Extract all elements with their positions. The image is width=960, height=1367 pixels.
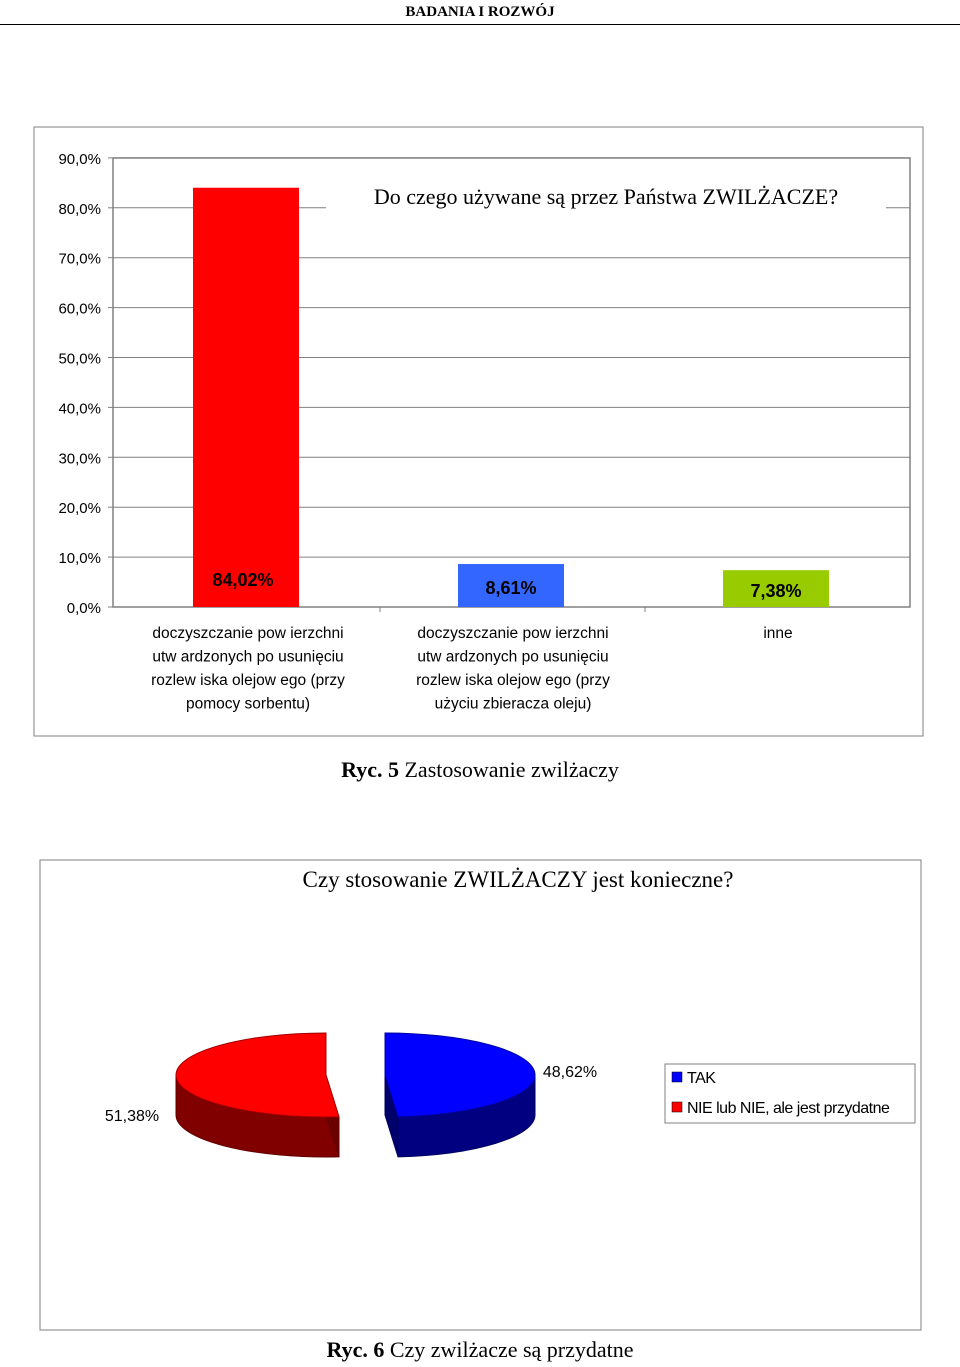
bar-value-label: 7,38% <box>750 581 802 601</box>
y-tick-label: 90,0% <box>58 150 101 168</box>
category-label: utw ardzonych po usunięciu <box>152 648 344 666</box>
bar <box>193 188 299 607</box>
pie-chart-title: Czy stosowanie ZWILŻACZY jest konieczne? <box>302 867 734 892</box>
pie-legend <box>665 1064 915 1123</box>
pie-value-label: 48,62% <box>542 1064 598 1081</box>
figure-6-number: Ryc. 6 <box>326 1337 385 1362</box>
y-tick-label: 50,0% <box>58 350 101 368</box>
legend-swatch <box>672 1072 682 1082</box>
y-tick-label: 70,0% <box>58 250 101 268</box>
y-tick-label: 80,0% <box>58 200 101 218</box>
figure-5-caption <box>0 757 960 783</box>
bar-chart-title: Do czego używane są przez Państwa ZWILŻACZE? <box>373 184 839 209</box>
figure-5-text: Zastosowanie zwilżaczy <box>398 757 619 782</box>
y-tick-label: 0,0% <box>66 600 101 617</box>
category-label: doczyszczanie pow ierzchni <box>417 625 609 642</box>
bar-chart <box>58 151 910 713</box>
category-label: rozlew iska olejow ego (przy <box>151 672 345 689</box>
y-tick-label: 20,0% <box>58 500 101 518</box>
figure-5-number: Ryc. 5 <box>341 757 399 782</box>
bar-value-label: 84,02% <box>212 570 274 590</box>
category-label: inne <box>763 625 793 642</box>
category-label: rozlew iska olejow ego (przy <box>416 672 610 689</box>
bar-value-label: 8,61% <box>485 578 537 598</box>
y-tick-label: 40,0% <box>58 400 101 418</box>
y-tick-label: 60,0% <box>58 300 101 318</box>
category-label: doczyszczanie pow ierzchni <box>152 625 344 642</box>
legend-label: NIE lub NIE, ale jest przydatne <box>687 1100 890 1117</box>
y-tick-label: 10,0% <box>58 550 101 568</box>
category-label: utw ardzonych po usunięciu <box>417 648 609 666</box>
page-header: BADANIA I ROZWÓJ <box>405 4 555 20</box>
legend-swatch <box>672 1102 682 1112</box>
y-tick-label: 30,0% <box>58 450 101 468</box>
category-label: użyciu zbieracza oleju) <box>434 695 592 713</box>
figure-6-text: Czy zwilżacze są przydatne <box>384 1337 634 1362</box>
category-label: pomocy sorbentu) <box>185 695 311 713</box>
legend-label: TAK <box>687 1070 716 1087</box>
pie-value-label: 51,38% <box>104 1108 160 1125</box>
figure-6-caption <box>0 1337 960 1363</box>
